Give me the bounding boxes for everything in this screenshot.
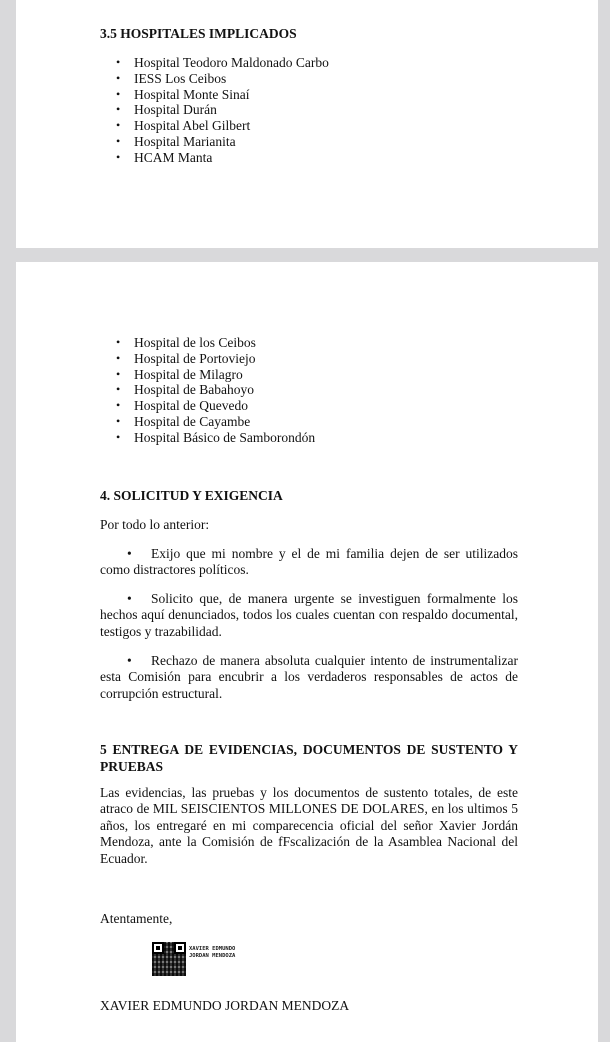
hospital-list-item: • Hospital de Milagro bbox=[100, 367, 315, 383]
hospital-list-item: • Hospital de Quevedo bbox=[100, 398, 315, 414]
hospital-list-item: • Hospital Abel Gilbert bbox=[100, 118, 329, 134]
hospital-list-item: • Hospital de Babahoyo bbox=[100, 382, 315, 398]
electronic-signature-stamp bbox=[152, 942, 252, 978]
hospital-list-item: • Hospital Durán bbox=[100, 102, 329, 118]
hospital-list-item: • Hospital Monte Sinaí bbox=[100, 87, 329, 103]
hospital-list-item: • Hospital de los Ceibos bbox=[100, 335, 315, 351]
document-page-1 bbox=[16, 0, 598, 248]
intro-text: Por todo lo anterior: bbox=[100, 517, 210, 532]
section-heading-3-5: 3.5 HOSPITALES IMPLICADOS bbox=[100, 26, 297, 41]
closing-text: Atentamente, bbox=[100, 911, 173, 926]
bullet-icon: • bbox=[100, 546, 132, 561]
signature-stamp-text: XAVIER EDMUNDO JORDAN MENDOZA bbox=[189, 946, 236, 959]
hospital-list-item: • Hospital de Portoviejo bbox=[100, 351, 315, 367]
hospital-list-item: • IESS Los Ceibos bbox=[100, 71, 329, 87]
document-page-2 bbox=[16, 262, 598, 1042]
section5-body: Las evidencias, las pruebas y los documentos de sustento totales, de este atraco de MIL SEISCIENTOS MILLONES DE DOLARES, en los ultimos 5 años, los entregaré en mi comparecencia oficial del señor Xavier Jordán Mendoza, ante la Comisión de fFscalización de la Asamblea Nacional del Ecuador. bbox=[100, 785, 518, 866]
hospital-list-item: • HCAM Manta bbox=[100, 150, 329, 166]
bullet-icon: • bbox=[100, 591, 132, 606]
demand-item: • Exijo que mi nombre y el de mi familia dejen de ser utilizados como distractores políticos. bbox=[100, 546, 518, 578]
demand-item: • Rechazo de manera absoluta cualquier intento de instrumentalizar esta Comisión para encubrir a los verdaderos responsables de actos de corrupción estructural. bbox=[100, 653, 518, 701]
hospital-list-item: • Hospital de Cayambe bbox=[100, 414, 315, 430]
section-heading-5: 5 ENTREGA DE EVIDENCIAS, DOCUMENTOS DE SUSTENTO Y PRUEBAS bbox=[100, 742, 518, 774]
hospital-list-1 bbox=[100, 55, 329, 166]
section-heading-4: 4. SOLICITUD Y EXIGENCIA bbox=[100, 488, 283, 503]
demand-item: • Solicito que, de manera urgente se investiguen formalmente los hechos aquí denunciados, todos los cuales cuentan con respaldo documental, testigos y trazabilidad. bbox=[100, 591, 518, 639]
hospital-list-item: • Hospital Teodoro Maldonado Carbo bbox=[100, 55, 329, 71]
hospital-list-item: • Hospital Marianita bbox=[100, 134, 329, 150]
hospital-list-2 bbox=[100, 335, 315, 446]
hospital-list-item: • Hospital Básico de Samborondón bbox=[100, 430, 315, 446]
signer-name: XAVIER EDMUNDO JORDAN MENDOZA bbox=[100, 998, 350, 1013]
bullet-icon: • bbox=[100, 653, 132, 668]
qr-code-icon bbox=[152, 942, 186, 976]
